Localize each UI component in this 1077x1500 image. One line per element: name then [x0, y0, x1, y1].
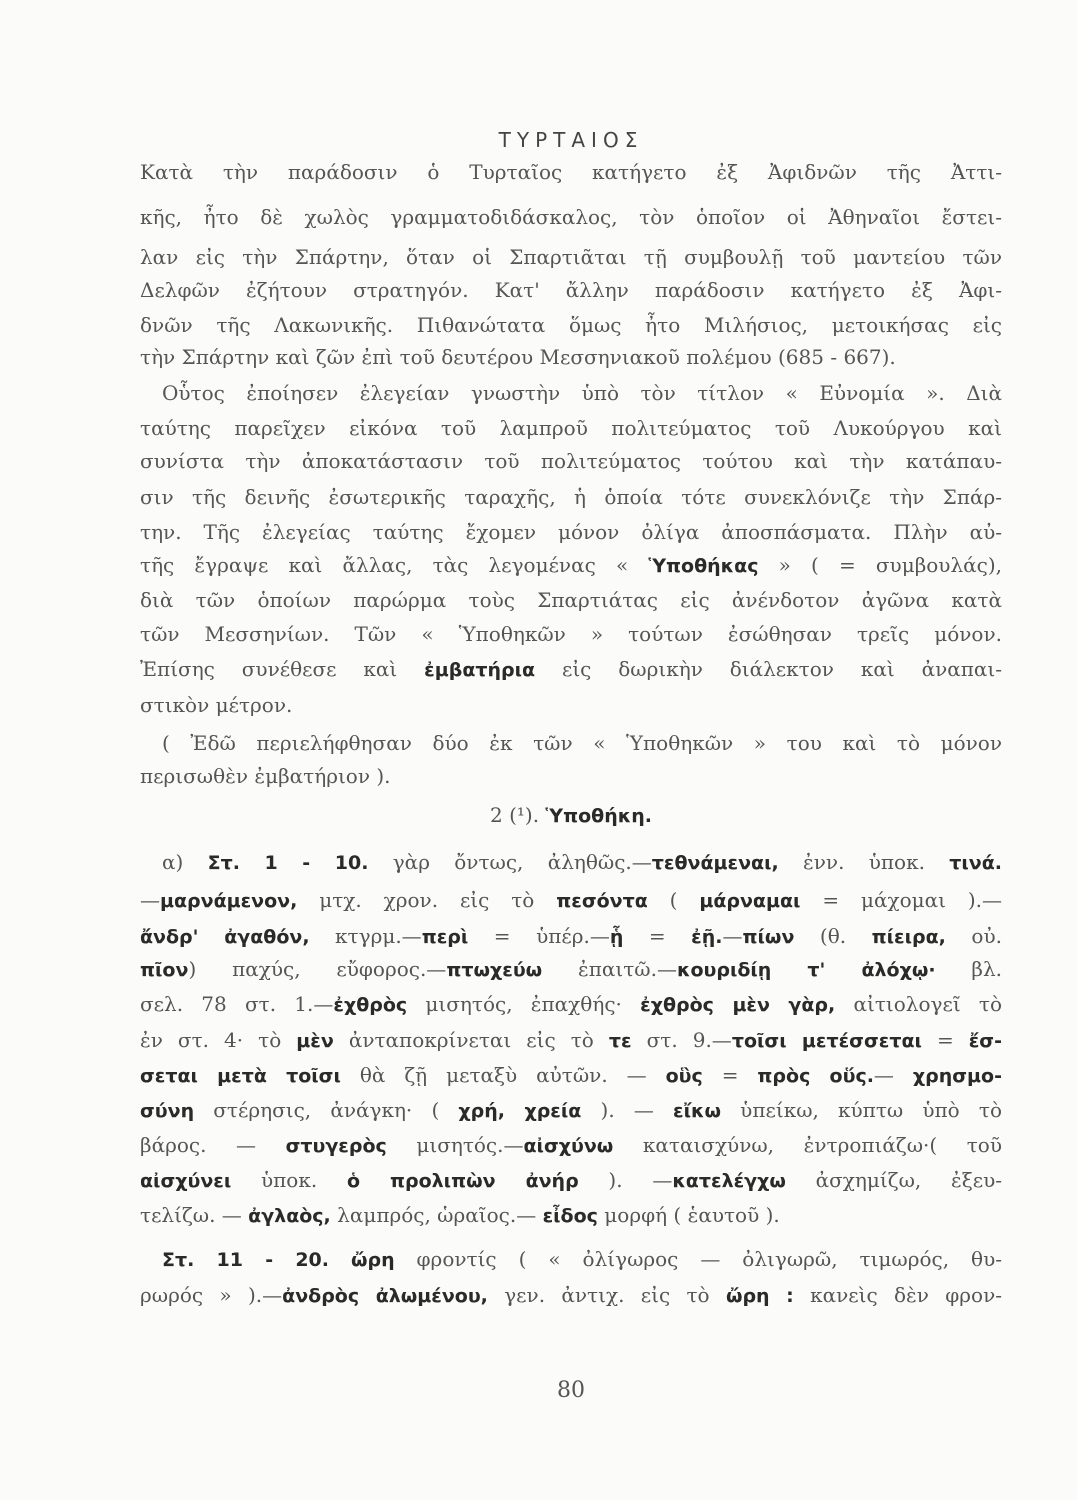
text-segment: τελίζω. — — [140, 1203, 249, 1227]
text-line — [140, 919, 1002, 953]
text-segment: Κατὰ τὴν παράδοσιν ὁ Τυρταῖος κατήγετο ἐξ Ἀφιδνῶν τῆς Ἀττι- — [140, 160, 1002, 184]
text-segment: περισωθὲν ἐμβατήριον ). — [140, 764, 391, 788]
text-segment: τῆς ἔγραψε καὶ ἄλλας, τὰς λεγομένας « — [140, 553, 649, 577]
text-line — [140, 155, 1002, 189]
bold-term: τοῖσι μετέσσεται — [731, 1030, 922, 1052]
text-segment: καταισχύνω, ἐντροπιάζω·( τοῦ — [613, 1133, 1002, 1157]
text-line — [140, 340, 1002, 374]
text-line — [140, 480, 1002, 514]
page-title: ΤΥΡΤΑΙΟΣ — [498, 128, 644, 152]
text-segment: θὰ ζῇ μεταξὺ αὐτῶν. — — [340, 1063, 666, 1087]
text-line — [140, 952, 1002, 986]
bold-term: μάρναμαι — [699, 890, 801, 912]
page-number: 80 — [557, 1378, 585, 1403]
text-segment: ( Ἐδῶ περιελήφθησαν δύο ἐκ τῶν « Ὑποθηκῶν » του καὶ τὸ μόνον — [162, 731, 1002, 755]
bold-term: εἶδος — [542, 1205, 598, 1227]
text-line — [140, 617, 1002, 651]
text-segment: βλ. — [935, 957, 1002, 981]
bold-term: κουριδίῃ τ' ἀλόχῳ· — [676, 959, 936, 981]
text-line — [140, 444, 1002, 478]
text-line — [140, 652, 1002, 686]
text-segment: — — [873, 1063, 913, 1087]
text-line — [140, 1278, 1002, 1312]
text-segment: μτχ. χρον. εἰς τὸ — [297, 888, 557, 912]
text-segment: κῆς, ἦτο δὲ χωλὸς γραμματοδιδάσκαλος, τὸν ὁποῖον οἱ Ἀθηναῖοι ἔστει- — [140, 205, 1002, 229]
bold-term: πίων — [742, 926, 795, 948]
bold-term: πτωχεύω — [446, 959, 543, 981]
text-line — [140, 200, 1002, 234]
bold-term: Στ. 11 - 20. — [162, 1249, 329, 1271]
text-segment: ἀνταποκρίνεται εἰς τὸ — [333, 1028, 609, 1052]
bold-term: ᾗ — [609, 926, 624, 948]
bold-term: σύνη — [140, 1100, 195, 1122]
text-line — [140, 240, 1002, 274]
text-line — [140, 1242, 1002, 1276]
bold-term: ἄνδρ' ἀγαθόν, — [140, 926, 310, 948]
text-segment: ἐν στ. 4· τὸ — [140, 1028, 297, 1052]
text-line — [140, 376, 1002, 410]
text-line — [140, 1093, 1002, 1127]
text-segment: αἰτιολογεῖ τὸ — [835, 992, 1002, 1016]
text-segment: ὑπείκω, κύπτω ὑπὸ τὸ — [721, 1098, 1002, 1122]
text-line — [140, 883, 1002, 917]
text-segment: ρωρός » ).— — [140, 1283, 283, 1307]
bold-term: αἰσχύνει — [140, 1170, 232, 1192]
bold-term: περὶ — [421, 926, 469, 948]
text-segment: = μάχομαι ).— — [800, 888, 1002, 912]
text-segment: εἰς δωρικὴν διάλεκτον καὶ ἀναπαι- — [535, 657, 1002, 681]
text-segment: στ. 9.— — [631, 1028, 732, 1052]
text-line — [140, 1058, 1002, 1092]
bold-term: ἀγλαὸς, — [248, 1205, 331, 1227]
text-line — [140, 726, 1002, 760]
text-segment: συνίστα τὴν ἀποκατάστασιν τοῦ πολιτεύματος τούτου καὶ τὴν κατάπαυ- — [140, 449, 1002, 473]
text-segment: 2 (¹). — [490, 803, 546, 827]
text-segment: » ( = συμβουλάς), — [758, 553, 1002, 577]
text-segment: ἀσχημίζω, ἐξευ- — [785, 1168, 1002, 1192]
text-segment: λαμπρός, ὡραῖος.— — [330, 1203, 543, 1227]
bold-term: Ὑποθήκας — [648, 555, 759, 577]
bold-term: ἔσ- — [968, 1030, 1002, 1052]
text-segment: κανεὶς δὲν φρον- — [793, 1283, 1002, 1307]
text-segment: = — [921, 1028, 969, 1052]
text-line — [140, 1198, 1002, 1232]
bold-term: ἀνδρὸς ἀλωμένου, — [282, 1285, 488, 1307]
bold-term: ἐμβατήρια — [424, 659, 536, 681]
text-segment — [329, 1247, 351, 1271]
text-line — [140, 515, 1002, 549]
bold-term: αἰσχύνω — [523, 1135, 614, 1157]
bold-term: τε — [608, 1030, 632, 1052]
text-line — [140, 759, 1002, 793]
text-segment: ( — [647, 888, 700, 912]
text-segment: τῶν Μεσσηνίων. Τῶν « Ὑποθηκῶν » τούτων ἐσώθησαν τρεῖς μόνον. — [140, 622, 1002, 646]
text-line — [140, 308, 1002, 342]
book-page — [140, 0, 1002, 1500]
bold-term: Ὑποθήκη. — [545, 805, 652, 827]
text-segment: = ὑπέρ.— — [468, 924, 610, 948]
text-line — [140, 273, 1002, 307]
text-segment: δνῶν τῆς Λακωνικῆς. Πιθανώτατα ὅμως ἦτο Μιλήσιος, μετοικήσας εἰς — [140, 313, 1002, 337]
bold-term: ὤρη : — [725, 1285, 794, 1307]
text-line — [140, 688, 1002, 722]
text-segment: σιν τῆς δεινῆς ἐσωτερικῆς ταραχῆς, ἡ ὁποία τότε συνεκλόνιζε τὴν Σπάρ- — [140, 485, 1002, 509]
text-line — [140, 1163, 1002, 1197]
text-segment: — — [140, 888, 160, 912]
bold-term: χρή, χρεία — [458, 1100, 582, 1122]
text-segment: γὰρ ὄντως, ἀληθῶς.— — [368, 850, 652, 874]
bold-term: ὁ προλιπὼν ἀνήρ — [346, 1170, 579, 1192]
text-segment: διὰ τῶν ὁποίων παρώρμα τοὺς Σπαρτιάτας εἰς ἀνένδοτον ἀγῶνα κατὰ — [140, 588, 1002, 612]
text-line — [140, 987, 1002, 1021]
text-segment: φροντίς ( « ὀλίγωρος — ὀλιγωρῶ, τιμωρός, θυ- — [394, 1247, 1002, 1271]
text-segment: — — [722, 924, 743, 948]
text-line — [140, 1128, 1002, 1162]
text-line — [140, 798, 1002, 832]
text-segment: ἐπαιτῶ.— — [542, 957, 677, 981]
text-line — [140, 548, 1002, 582]
text-segment: μισητός, ἐπαχθής· — [407, 992, 641, 1016]
text-segment: σελ. 78 στ. 1.— — [140, 992, 334, 1016]
text-line — [140, 583, 1002, 617]
text-segment: Οὗτος ἐποίησεν ἐλεγείαν γνωστὴν ὑπὸ τὸν τίτλον « Εὐνομία ». Διὰ — [162, 381, 1002, 405]
text-segment: βάρος. — — [140, 1133, 286, 1157]
text-segment: ἐνν. ὑποκ. — [778, 850, 950, 874]
text-segment: = — [623, 924, 692, 948]
bold-term: τεθνάμεναι, — [651, 852, 779, 874]
text-segment: ). — — [581, 1098, 674, 1122]
bold-term: ἐχθρὸς μὲν γὰρ, — [640, 994, 836, 1016]
bold-term: εἴκω — [673, 1100, 722, 1122]
text-segment: γεν. ἀντιχ. εἰς τὸ — [487, 1283, 726, 1307]
text-segment: ταύτης παρεῖχεν εἰκόνα τοῦ λαμπροῦ πολιτεύματος τοῦ Λυκούργου καὶ — [140, 416, 1002, 440]
text-segment: στέρησις, ἀνάγκη· ( — [194, 1098, 459, 1122]
text-segment: (θ. — [794, 924, 872, 948]
text-segment: μισητός.— — [386, 1133, 524, 1157]
bold-term: σεται μετὰ τοῖσι — [140, 1065, 341, 1087]
bold-term: πῖον — [140, 959, 189, 981]
bold-term: χρησμο- — [912, 1065, 1002, 1087]
text-segment: την. Τῆς ἐλεγείας ταύτης ἔχομεν μόνον ὀλίγα ἀποσπάσματα. Πλὴν αὐ- — [140, 520, 1002, 544]
text-line — [140, 411, 1002, 445]
bold-term: στυγερὸς — [285, 1135, 387, 1157]
text-segment: κτγρμ.— — [309, 924, 422, 948]
text-segment: τὴν Σπάρτην καὶ ζῶν ἐπὶ τοῦ δευτέρου Μεσσηνιακοῦ πολέμου (685 - 667). — [140, 345, 896, 369]
bold-term: πρὸς οὕς. — [757, 1065, 874, 1087]
text-segment: Δελφῶν ἐζήτουν στρατηγόν. Κατ' ἄλλην παράδοσιν κατήγετο ἐξ Ἀφι- — [140, 278, 1002, 302]
bold-term: κατελέγχω — [672, 1170, 786, 1192]
text-segment: λαν εἰς τὴν Σπάρτην, ὅταν οἱ Σπαρτιᾶται τῇ συμβουλῇ τοῦ μαντείου τῶν — [140, 245, 1002, 269]
text-segment: ) παχύς, εὔφορος.— — [188, 957, 447, 981]
bold-term: ὤρη — [350, 1249, 395, 1271]
bold-term: πεσόντα — [556, 890, 648, 912]
bold-term: ἐχθρὸς — [333, 994, 408, 1016]
text-segment: μορφή ( ἑαυτοῦ ). — [597, 1203, 780, 1227]
text-segment: οὐ. — [945, 924, 1002, 948]
bold-term: Στ. 1 - 10. — [207, 852, 369, 874]
text-segment: ὑποκ. — [231, 1168, 347, 1192]
bold-term: τινά. — [949, 852, 1002, 874]
text-segment: = — [702, 1063, 758, 1087]
text-segment: στικὸν μέτρον. — [140, 693, 293, 717]
bold-term: πίειρα, — [871, 926, 946, 948]
bold-term: μαρνάμενον, — [160, 890, 298, 912]
bold-term: οὓς — [665, 1065, 703, 1087]
text-segment: ). — — [578, 1168, 673, 1192]
text-segment: α) — [162, 850, 208, 874]
text-segment: Ἐπίσης συνέθεσε καὶ — [140, 657, 425, 681]
text-line — [140, 845, 1002, 879]
bold-term: ἐῇ. — [691, 926, 723, 948]
bold-term: μὲν — [296, 1030, 334, 1052]
text-line — [140, 1023, 1002, 1057]
